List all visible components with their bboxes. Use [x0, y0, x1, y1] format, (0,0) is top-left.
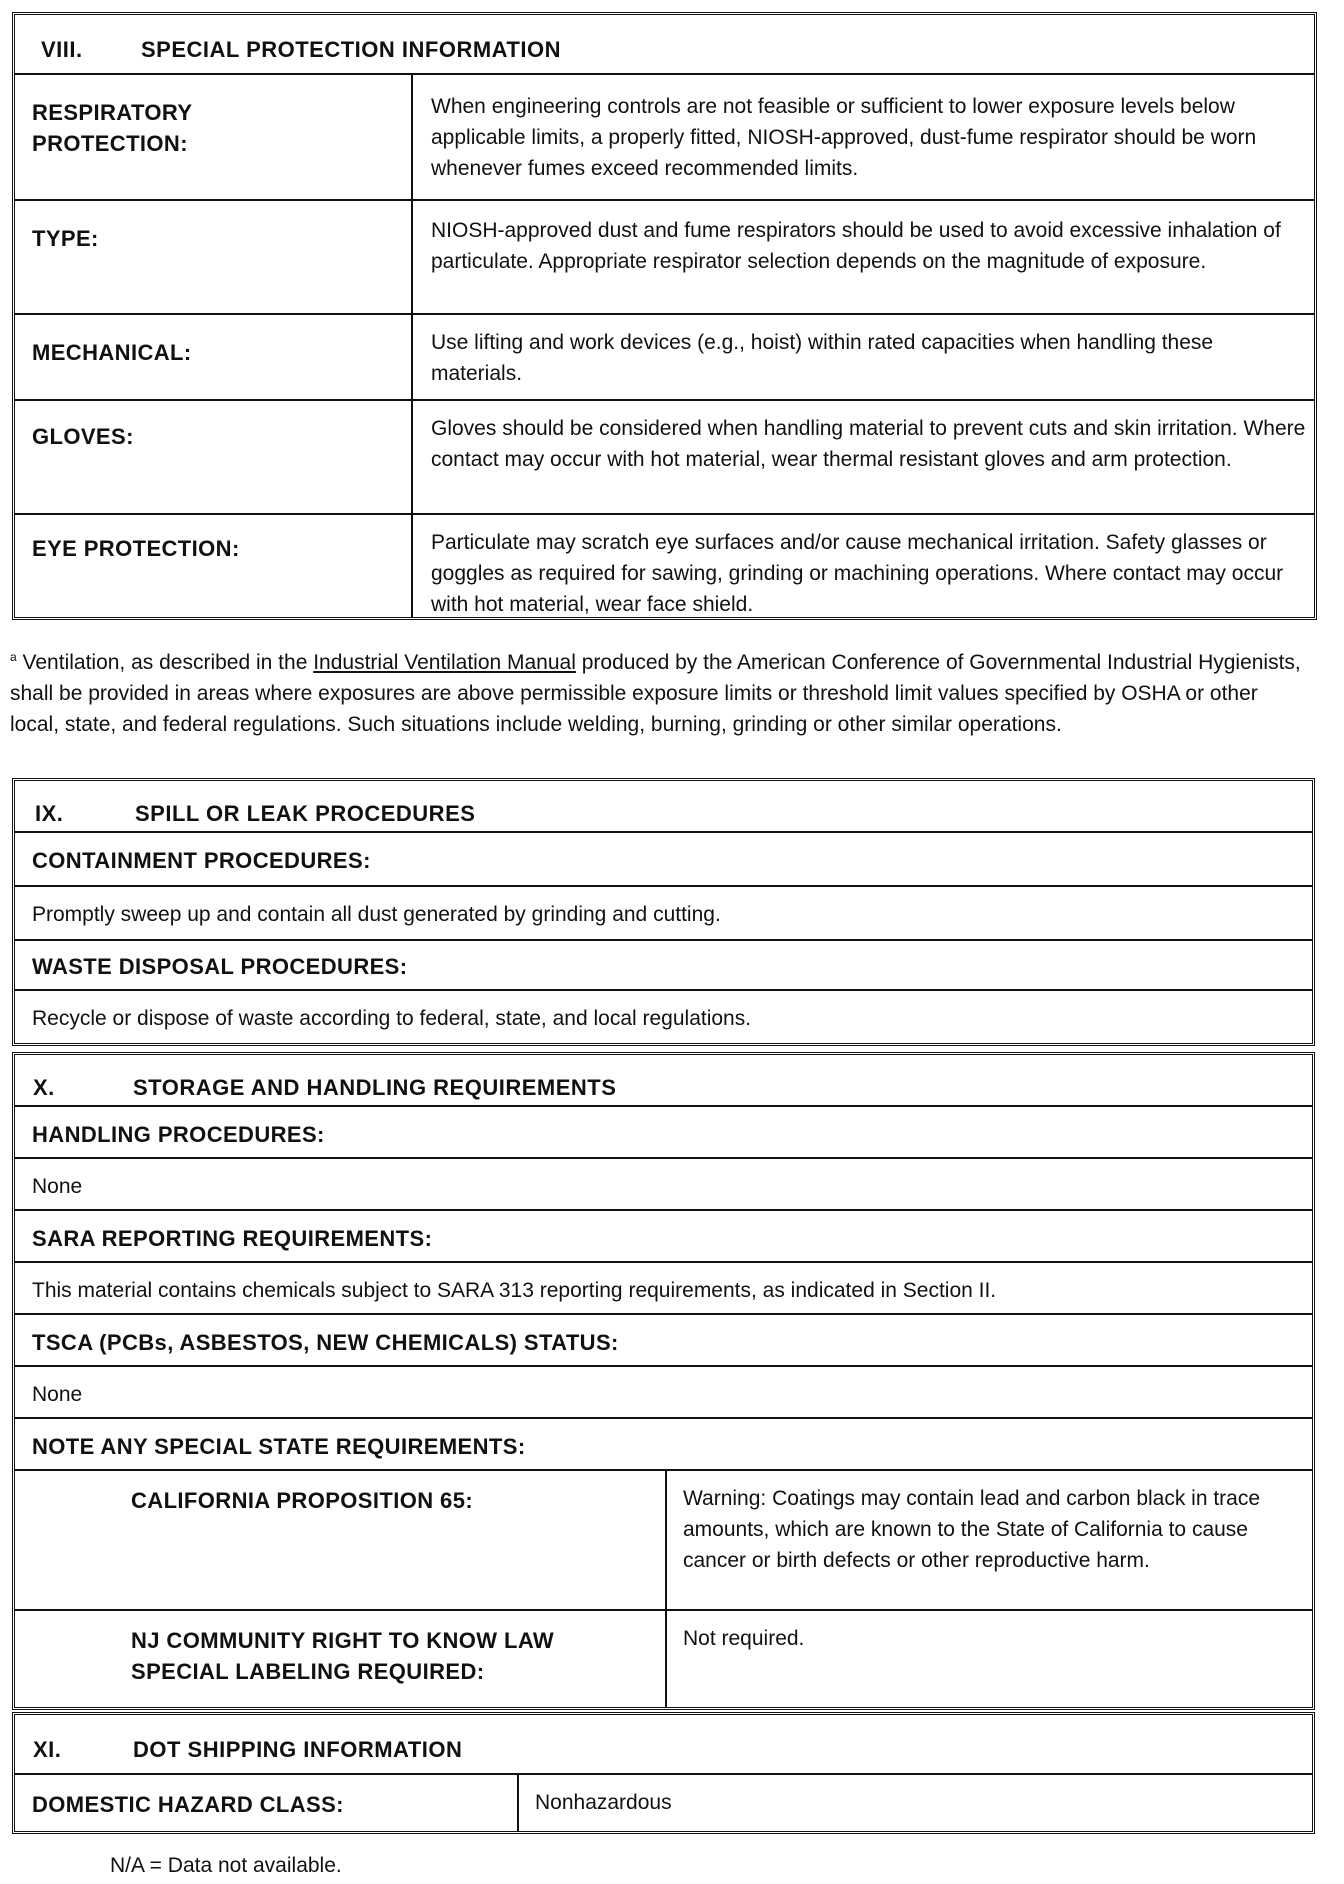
type-label: TYPE:: [32, 226, 99, 251]
mechanical-text: Use lifting and work devices (e.g., hoist) within rated capacities when handling these materials.: [431, 331, 1214, 385]
section-9-table: [12, 778, 1315, 1046]
section-10-title: STORAGE AND HANDLING REQUIREMENTS: [133, 1075, 617, 1100]
handling-label-row: [15, 1107, 1312, 1159]
handling-text-row: [15, 1159, 1312, 1211]
respiratory-label: RESPIRATORY PROTECTION:: [32, 100, 193, 156]
handling-label: HANDLING PROCEDURES:: [32, 1122, 325, 1147]
table-row: [15, 515, 1314, 617]
section-10-number: X.: [33, 1075, 55, 1100]
ventilation-manual-title: Industrial Ventilation Manual: [313, 651, 576, 674]
hazard-class-row: [15, 1775, 1312, 1831]
section-9-number: IX.: [35, 801, 64, 826]
waste-disposal-text: Recycle or dispose of waste according to federal, state, and local regulations.: [32, 1007, 752, 1030]
containment-text: Promptly sweep up and contain all dust generated by grinding and cutting.: [32, 903, 721, 926]
ventilation-footnote: $^a$ Ventilation, as described in the Industrial Ventilation Manual produced by the American Conference of Governmental Industrial Hygienists, shall be provided in areas where exposures are above permissible exposure limits or threshold limit values specified by OSHA or other local, state, and federal regulations. Such situations include welding, burning, grinding or other similar operations.: [10, 650, 1301, 736]
waste-disposal-label: WASTE DISPOSAL PROCEDURES:: [32, 954, 408, 979]
containment-label-row: [15, 833, 1312, 887]
hazard-class-label: DOMESTIC HAZARD CLASS:: [32, 1792, 344, 1817]
hazard-class-value: Nonhazardous: [535, 1791, 672, 1814]
table-row: [15, 315, 1314, 401]
tsca-text: None: [32, 1383, 83, 1406]
prop65-label: CALIFORNIA PROPOSITION 65:: [131, 1488, 474, 1513]
waste-text-row: [15, 991, 1312, 1043]
state-label-row: [15, 1419, 1312, 1471]
respiratory-text: When engineering controls are not feasible or sufficient to lower exposure levels below applicable limits, a properly fitted, NIOSH-approved, dust-fume respirator should be worn whenever fumes exceed recommended limits.: [431, 95, 1257, 180]
state-requirements-label: NOTE ANY SPECIAL STATE REQUIREMENTS:: [32, 1434, 526, 1459]
section-10-table: [12, 1052, 1315, 1710]
section-8-table: [12, 12, 1317, 620]
nj-text: Not required.: [683, 1627, 805, 1650]
sara-label: SARA REPORTING REQUIREMENTS:: [32, 1226, 433, 1251]
nj-label: NJ COMMUNITY RIGHT TO KNOW LAW SPECIAL LABELING REQUIRED:: [131, 1628, 555, 1684]
containment-label: CONTAINMENT PROCEDURES:: [32, 848, 371, 873]
prop65-text: Warning: Coatings may contain lead and carbon black in trace amounts, which are known to the State of California to cause cancer or birth defects or other reproductive harm.: [683, 1487, 1261, 1572]
mechanical-label: MECHANICAL:: [32, 340, 192, 365]
section-8-header: [15, 15, 1314, 75]
table-row: [15, 75, 1314, 201]
nj-row: [15, 1611, 1312, 1707]
section-8-number: VIII.: [41, 37, 83, 62]
section-8-title: SPECIAL PROTECTION INFORMATION: [141, 37, 561, 62]
na-note: N/A = Data not available.: [110, 1854, 342, 1877]
sara-text-row: [15, 1263, 1312, 1315]
section-9-header: [15, 781, 1312, 833]
gloves-text: Gloves should be considered when handling material to prevent cuts and skin irritation. Where contact may occur with hot material, wear thermal resistant gloves and arm protection.: [431, 417, 1306, 471]
eye-protection-label: EYE PROTECTION:: [32, 536, 240, 561]
tsca-text-row: [15, 1367, 1312, 1419]
table-row: [15, 201, 1314, 315]
section-9-title: SPILL OR LEAK PROCEDURES: [135, 801, 476, 826]
section-11-table: [12, 1712, 1315, 1834]
sara-text: This material contains chemicals subject to SARA 313 reporting requirements, as indicated in Section II.: [32, 1279, 997, 1302]
section-11-number: XI.: [33, 1737, 62, 1762]
handling-text: None: [32, 1175, 83, 1198]
section-10-header: [15, 1055, 1312, 1107]
prop65-row: [15, 1471, 1312, 1611]
containment-text-row: [15, 887, 1312, 941]
sara-label-row: [15, 1211, 1312, 1263]
eye-protection-text: Particulate may scratch eye surfaces and/or cause mechanical irritation. Safety glasses or goggles as required for sawing, grinding or machining operations. Where contact may occur with hot material, wear face shield.: [431, 531, 1284, 616]
footnote-marker: a: [10, 650, 17, 664]
tsca-label: TSCA (PCBs, ASBESTOS, NEW CHEMICALS) STATUS:: [32, 1330, 619, 1355]
gloves-label: GLOVES:: [32, 424, 134, 449]
table-row: [15, 401, 1314, 515]
waste-label-row: [15, 941, 1312, 991]
tsca-label-row: [15, 1315, 1312, 1367]
section-11-title: DOT SHIPPING INFORMATION: [133, 1737, 463, 1762]
section-11-header: [15, 1715, 1312, 1775]
type-text: NIOSH-approved dust and fume respirators should be used to avoid excessive inhalation of particulate. Appropriate respirator selection depends on the magnitude of exposure.: [431, 219, 1281, 273]
